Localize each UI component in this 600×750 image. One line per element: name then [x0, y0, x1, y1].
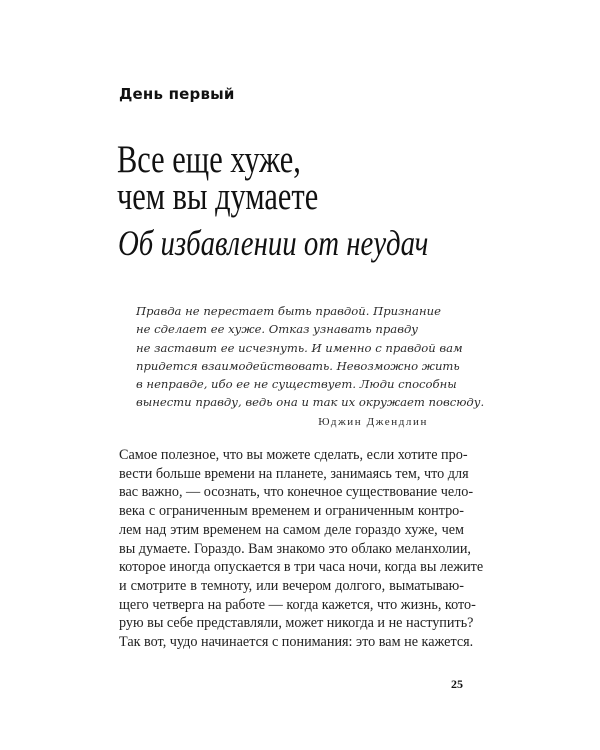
body-line: Так вот, чудо начинается с понимания: это вам не кажется.	[119, 634, 474, 651]
body-line: вести больше времени на планете, занимаясь тем, что для	[119, 465, 469, 482]
page-number: 25	[451, 677, 463, 691]
body-line: и смотрите в темноту, или вечером долгого, выматываю-	[119, 577, 464, 594]
chapter-title-line-1: Все еще хуже,	[117, 138, 301, 181]
epigraph-line: вынести правду, ведь она и так их окружает повсюду.	[136, 395, 485, 410]
body-line: которое иногда опускается в три часа ночи, когда вы лежите	[119, 559, 484, 576]
body-line: щего четверга на работе — когда кажется, что жизнь, кото-	[119, 596, 476, 613]
body-line: Самое полезное, что вы можете сделать, если хотите про-	[119, 447, 468, 463]
chapter-subtitle: Об избавлении от неудач	[118, 223, 429, 263]
epigraph-line: Правда не перестает быть правдой. Признание	[136, 304, 441, 318]
epigraph-attribution: Юджин Джендлин	[318, 416, 428, 428]
body-line: вы думаете. Гораздо. Вам знакомо это облако меланхолии,	[119, 540, 471, 557]
chapter-label: День первый	[119, 85, 235, 103]
body-line: рую вы себе представляли, может никогда и не наступить?	[119, 615, 474, 632]
epigraph-line: в неправде, ибо ее не существует. Люди способны	[136, 377, 457, 392]
body-paragraph	[119, 446, 484, 652]
epigraph	[136, 302, 485, 412]
chapter-title	[117, 138, 319, 218]
body-line: вас важно, — осознать, что конечное существование чело-	[119, 484, 474, 501]
body-line: лем над этим временем на самом деле гораздо хуже, чем	[119, 521, 464, 538]
epigraph-line: не сделает ее хуже. Отказ узнавать правду	[136, 322, 419, 337]
epigraph-line: придется взаимодействовать. Невозможно жить	[136, 358, 460, 373]
epigraph-line: не заставит ее исчезнуть. И именно с правдой вам	[136, 340, 463, 355]
body-line: века с ограниченным временем и ограниченным контро-	[119, 503, 464, 520]
chapter-title-line-2: чем вы думаете	[117, 175, 319, 218]
